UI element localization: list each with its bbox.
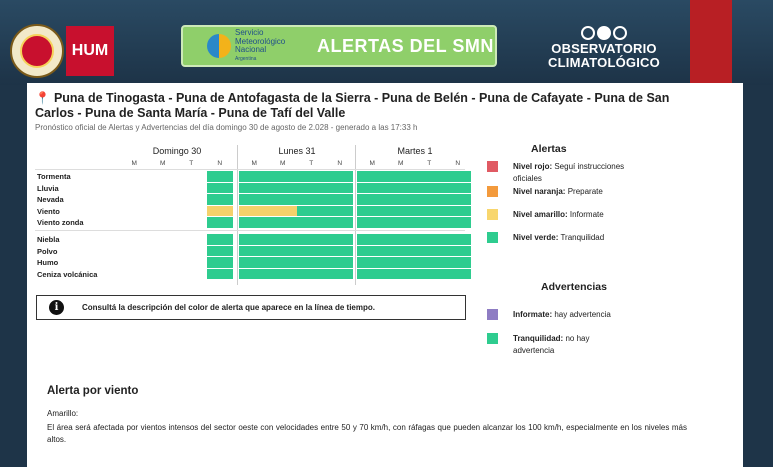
alert-cell [239, 183, 353, 194]
time-of-day-label: N [455, 160, 461, 167]
time-of-day-label: T [309, 160, 314, 167]
alert-cell [207, 194, 234, 205]
alert-cell [357, 171, 471, 182]
legend-text: Informate: hay advertencia [513, 310, 611, 319]
alert-cell [207, 234, 234, 245]
alert-cell [207, 257, 234, 268]
alert-panel [27, 83, 743, 467]
observatory-circles-icon [548, 26, 660, 40]
phenomenon-label: Tormenta [37, 172, 71, 181]
location-title: 📍 Puna de Tinogasta - Puna de Antofagasta de la Sierra - Puna de Belén - Puna de Cafayate - Puna de San Carlos - Puna de Santa María - Puna de Tafí del Valle [35, 91, 670, 120]
legend-swatch [487, 186, 498, 197]
smn-name: Servicio Meteorológico Nacional Argentina [235, 28, 286, 62]
day-separator [355, 145, 356, 285]
header-separator [35, 169, 465, 170]
observatory-logo: OBSERVATORIO CLIMATOLÓGICO [548, 26, 660, 70]
legend-text: Nivel verde: Tranquilidad [513, 233, 605, 242]
university-seal-logo [10, 24, 64, 78]
warning-legend-item [487, 309, 633, 321]
location-pin-icon: 📍 [35, 91, 50, 105]
alert-cell [357, 234, 471, 245]
legend-swatch [487, 309, 498, 320]
hum-logo: HUM [66, 26, 114, 76]
time-of-day-label: N [337, 160, 343, 167]
info-icon: i [49, 300, 64, 315]
phenomenon-label: Nevada [37, 195, 64, 204]
alert-cell [207, 183, 234, 194]
alert-cell [357, 183, 471, 194]
alert-cell-yellow [239, 206, 297, 217]
wind-alert-level: Amarillo: [47, 409, 79, 418]
legend [487, 143, 697, 355]
alert-cell [207, 269, 234, 280]
phenomenon-label: Lluvia [37, 183, 59, 193]
legend-swatch [487, 161, 498, 172]
alert-legend-item [487, 186, 633, 198]
day-label: Lunes 31 [278, 146, 316, 156]
smn-banner [181, 25, 497, 67]
alert-legend-item [487, 161, 633, 185]
alert-cell [239, 257, 353, 268]
legend-swatch [487, 333, 498, 344]
day-label: Martes 1 [397, 146, 433, 156]
alert-cell [239, 234, 353, 245]
alert-cell [357, 217, 471, 228]
time-of-day-label: M [369, 160, 375, 167]
alert-cell [357, 257, 471, 268]
wind-alert-title: Alerta por viento [47, 385, 139, 397]
wind-alert-description: El área será afectada por vientos intensos del sector oeste con velocidades entre 50 y 70 km/h, con ráfagas que pueden alcanzar los 100 km/h, especialmente en los niveles más altos. [47, 423, 687, 444]
time-of-day-label: N [217, 160, 223, 167]
smn-logo-icon [207, 34, 231, 58]
phenomenon-label: Polvo [37, 246, 58, 256]
alert-legend-item [487, 232, 633, 244]
wind-alert-section [47, 385, 687, 446]
alert-cell [239, 246, 353, 257]
forecast-subtitle: Pronóstico oficial de Alertas y Advertencias del día domingo 30 de agosto de 2.028 - generado a las 17:33 h [35, 123, 418, 132]
banner-title: ALERTAS DEL SMN [317, 35, 494, 56]
day-label: Domingo 30 [152, 146, 202, 156]
info-box: i Consultá la descripción del color de alerta que aparece en la línea de tiempo. [36, 295, 466, 320]
alert-cell [239, 171, 353, 182]
time-of-day-label: M [131, 160, 137, 167]
alert-cell [357, 246, 471, 257]
warnings-legend-title: Advertencias [541, 281, 607, 293]
phenomenon-label: Ceniza volcánica [37, 269, 98, 279]
alert-legend-item [487, 209, 633, 221]
legend-text: Nivel amarillo: Informate [513, 210, 604, 219]
group-separator [35, 230, 465, 231]
alerts-legend-title: Alertas [531, 143, 567, 155]
alert-cell-yellow [207, 206, 234, 217]
time-of-day-label: T [427, 160, 432, 167]
time-of-day-label: M [160, 160, 166, 167]
alert-cell [357, 194, 471, 205]
legend-swatch [487, 232, 498, 243]
alert-cell [357, 206, 471, 217]
legend-swatch [487, 209, 498, 220]
time-of-day-label: M [280, 160, 286, 167]
alert-cell [207, 217, 234, 228]
alert-cell [207, 246, 234, 257]
alert-cell [239, 217, 353, 228]
alert-cell [207, 171, 234, 182]
alert-cell [357, 269, 471, 280]
phenomenon-label: Humo [37, 258, 59, 267]
legend-text: Tranquilidad: no hay advertencia [513, 334, 590, 355]
time-of-day-label: T [189, 160, 194, 167]
legend-text: Nivel rojo: Seguí instrucciones oficiales [513, 162, 625, 183]
legend-text: Nivel naranja: Preparate [513, 187, 603, 196]
alert-cell [239, 269, 353, 280]
time-of-day-label: M [251, 160, 257, 167]
time-of-day-label: M [398, 160, 404, 167]
warning-legend-item [487, 333, 633, 357]
phenomenon-label: Viento zonda [37, 218, 84, 227]
red-accent-strip [690, 0, 732, 85]
day-separator [237, 145, 238, 285]
phenomenon-label: Niebla [37, 235, 60, 244]
alert-cell [239, 194, 353, 205]
phenomenon-label: Viento [37, 206, 60, 216]
